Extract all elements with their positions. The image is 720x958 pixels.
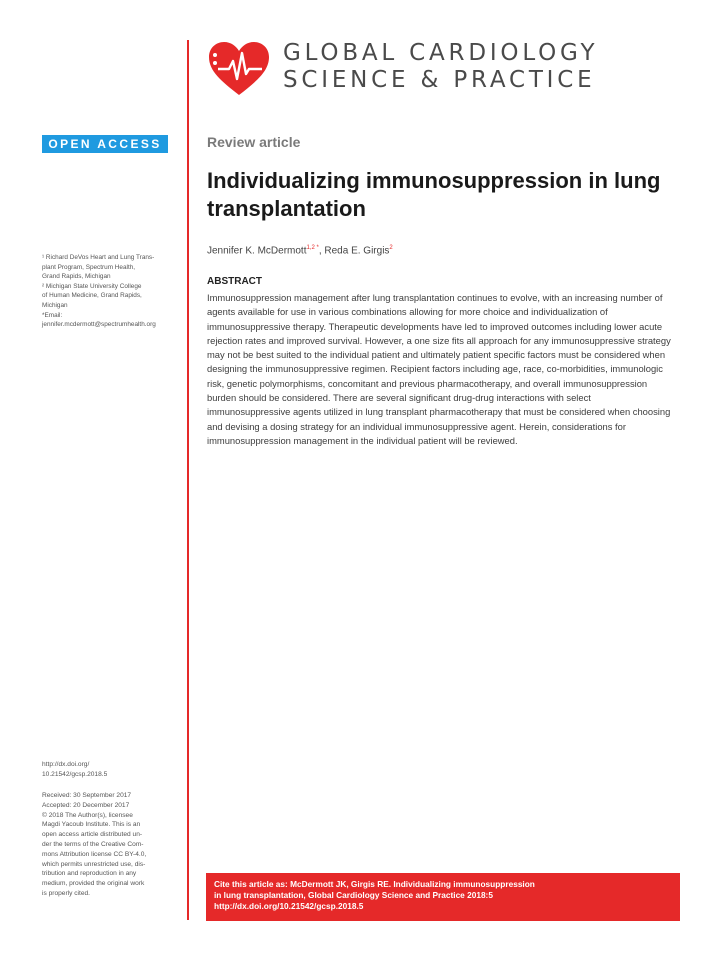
abstract-text: Immunosuppression management after lung transplantation continues to evolve, with an increasing number of agents available for use in various combinations allowing for more choice and individualization of immunosuppressive therapy. Therapeutic developments have led to improved outcomes including lower acute rejection rates and improved survival. However, a one size fits all approach for any immunosuppressive strategy may not be best suited to the individual patient and ultimately patient specific factors must be considered when designing the immunosuppressive regimen. Recipient factors including age, race, co-morbidities, immunologic risk, genetic polymorphisms, concomitant and previous pharmacotherapy, and overall immunosuppression burden should be considered. There are several significant drug-drug interactions with select immunosuppressive agents utilized in lung transplant pharmacotherapy that must be considered when choosing and devising a dosing strategy for an individual immunosuppressive agent. Herein, considerations for immunosuppression management in the individual patient will be reviewed. (207, 292, 671, 446)
author-separator: , (318, 245, 325, 257)
doi-line: 10.21542/gcsp.2018.5 (42, 770, 108, 778)
history-line: which permits unrestricted use, dis- (42, 860, 146, 868)
journal-title-line-2: SCIENCE & PRACTICE (283, 67, 596, 93)
author-name: Jennifer K. McDermott (207, 245, 307, 257)
history-line: mons Attribution license CC BY-4.0, (42, 850, 147, 858)
affiliation-line: ¹ Richard DeVos Heart and Lung Trans- (42, 254, 155, 261)
history-line: der the terms of the Creative Com- (42, 840, 144, 848)
doi-line: http://dx.doi.org/ (42, 761, 90, 768)
history-line: Received: 30 September 2017 (42, 792, 132, 799)
journal-title (283, 40, 703, 94)
history-line: medium, provided the original work (42, 880, 145, 888)
affiliation-line: Michigan (42, 301, 68, 309)
author-list (207, 245, 393, 256)
affiliations (42, 253, 182, 330)
history-line: © 2018 The Author(s), licensee (42, 811, 133, 819)
citation-doi-link[interactable]: http://dx.doi.org/10.21542/gcsp.2018.5 (214, 901, 364, 912)
article-type: Review article (207, 134, 301, 150)
affiliation-line: plant Program, Spectrum Health, (42, 263, 136, 271)
article-title: Individualizing immunosuppression in lung transplantation (207, 168, 661, 221)
citation-line: in lung transplantation, Global Cardiology Science and Practice 2018:5 (214, 890, 493, 901)
heart-ecg-icon (207, 41, 271, 97)
citation-line: Cite this article as: McDermott JK, Girgis RE. Individualizing immunosuppression (214, 879, 535, 889)
history-line: Magdi Yacoub Institute. This is an (42, 821, 141, 829)
history-line: open access article distributed un- (42, 831, 143, 839)
history-line: Accepted: 20 December 2017 (42, 801, 130, 809)
affiliation-line: *Email: (42, 311, 63, 319)
history-line: tribution and reproduction in any (42, 870, 137, 878)
margin-rule (187, 40, 189, 920)
affiliation-line: of Human Medicine, Grand Rapids, (42, 292, 142, 300)
affiliation-line: Grand Rapids, Michigan (42, 273, 111, 281)
doi-link (42, 760, 182, 780)
author-name: Reda E. Girgis (324, 245, 390, 257)
author-marks: 2 (389, 245, 393, 251)
publication-history (42, 791, 182, 899)
journal-title-line-1: GLOBAL CARDIOLOGY (283, 40, 599, 66)
open-access-badge: OPEN ACCESS (42, 135, 168, 153)
abstract-heading: ABSTRACT (207, 276, 262, 287)
history-line: is properly cited. (42, 889, 91, 897)
affiliation-line: ² Michigan State University College (42, 282, 142, 290)
affiliation-email: jennifer.mcdermott@spectrumhealth.org (42, 321, 156, 329)
author-marks: 1,2 * (306, 245, 319, 251)
citation-box (206, 873, 680, 921)
